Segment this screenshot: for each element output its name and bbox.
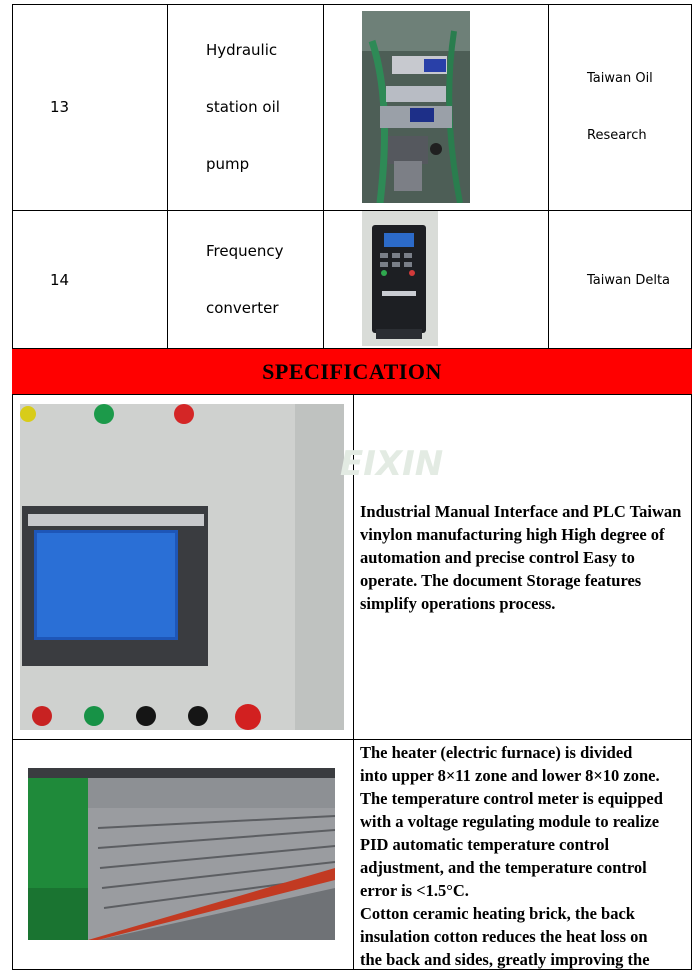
row-13-brand [587,50,653,164]
brand-line: Taiwan Delta [587,273,671,288]
desc-line: adjustment, and the temperature control [360,858,647,877]
hydraulic-valve-photo [362,11,470,203]
desc-line: the back and sides, greatly improving the [360,950,650,969]
hydraulic-valve-illustration [362,11,470,203]
brand-line: Research [587,128,647,143]
name-line: pump [206,155,250,173]
desc-line: insulation cotton reduces the heat loss on [360,927,648,946]
row-14-number: 14 [50,271,70,289]
desc-line: The heater (electric furnace) is divided [360,743,633,762]
desc-line: error is <1.5°C. [360,881,469,900]
name-line: Frequency [206,242,284,260]
name-line: station oil [206,98,280,116]
spec-block-1-description: Industrial Manual Interface and PLC Taiwan vinylon manufacturing high High degree of automation and precise control Easy to operate. The document Storage features simplify operations process. [360,502,682,613]
spec-block-2-description [360,741,690,971]
row-13-number: 13 [50,98,70,116]
name-line: converter [206,299,279,317]
plc-touchscreen-panel-photo [20,404,344,730]
desc-line: with a voltage regulating module to realize [360,812,660,831]
plc-panel-illustration [20,404,344,730]
specification-banner [12,349,692,394]
desc-line: into upper 8×11 zone and lower 8×10 zone. [360,766,660,785]
watermark-logo: EIXIN [340,444,444,484]
row-14-item-name [206,223,284,337]
row-14-brand [587,252,670,309]
brand-line: Taiwan Oil [587,71,653,86]
furnace-illustration [28,768,335,940]
row-13-item-name [206,22,280,193]
desc-line: The temperature control meter is equipped [360,789,663,808]
frequency-converter-photo [362,211,438,346]
desc-line: Cotton ceramic heating brick, the back [360,904,635,923]
specification-title: SPECIFICATION [262,358,442,384]
frequency-converter-illustration [362,211,438,346]
electric-furnace-heater-photo [28,768,335,940]
desc-line: PID automatic temperature control [360,835,610,854]
name-line: Hydraulic [206,41,278,59]
